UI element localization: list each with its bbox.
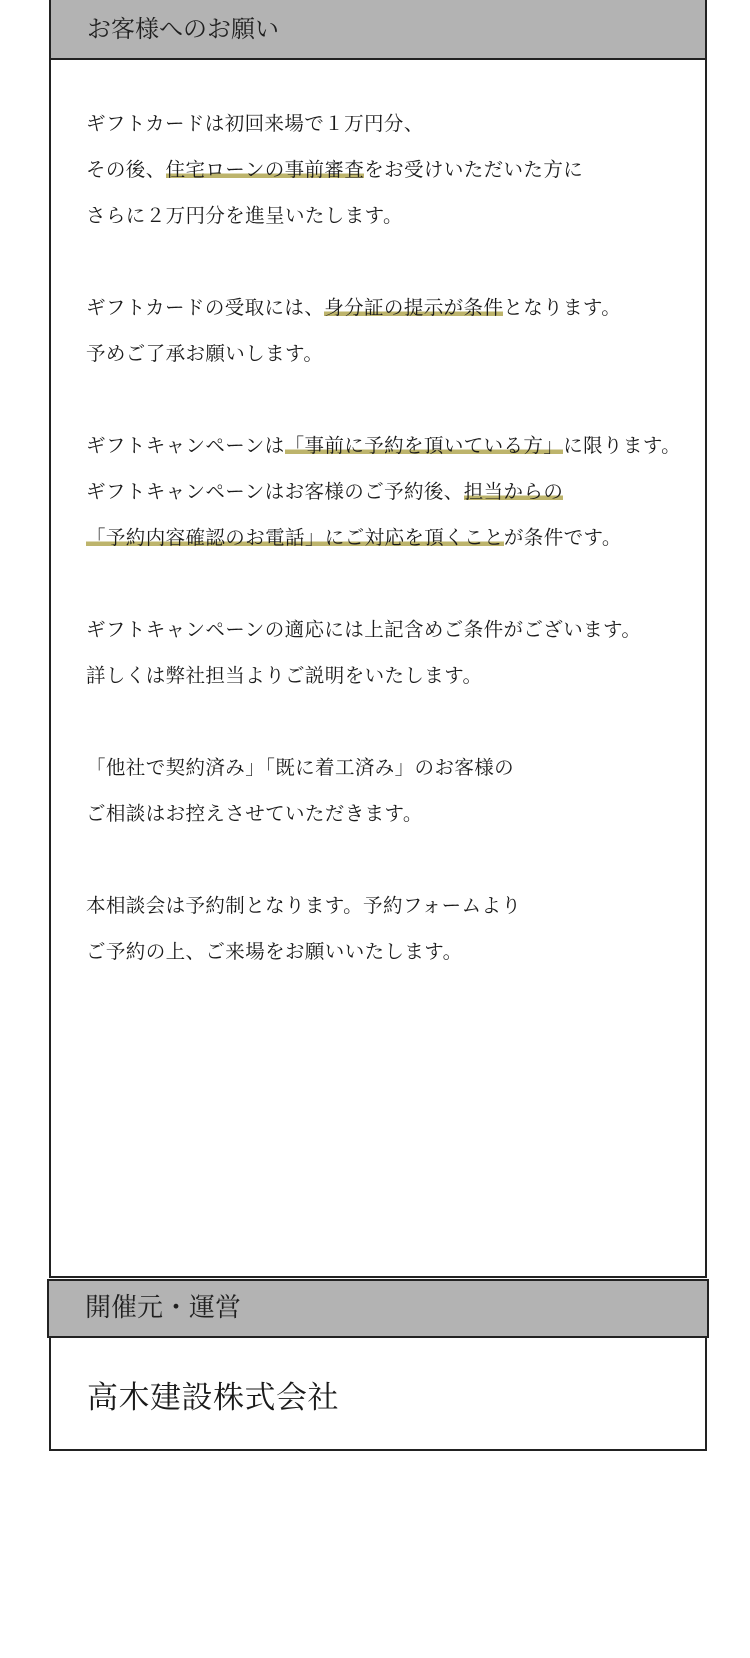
highlighted-text: 身分証の提示が条件 [324, 296, 504, 319]
notice-line [86, 525, 622, 551]
notice-line [86, 157, 583, 183]
notice-text: となります。 [503, 296, 622, 319]
notice-text: ギフトキャンペーンは [86, 434, 285, 457]
notice-text: 予めご了承お願いします。 [86, 342, 324, 365]
highlighted-text: 担当からの [463, 480, 564, 503]
highlighted-text: 「予約内容確認のお電話」にご対応を頂くこと [86, 526, 504, 549]
notice-text: 本相談会は予約制となります。予約フォームより [86, 894, 522, 917]
notice-text: ギフトカードは初回来場で１万円分、 [86, 112, 424, 135]
notice-line [86, 433, 681, 459]
highlighted-text: 住宅ローンの事前審査 [165, 158, 365, 181]
organizer-section [49, 1335, 707, 1451]
notice-line [86, 801, 423, 827]
highlighted-text: 「事前に予約を頂いている方」 [284, 434, 564, 457]
notice-text: ギフトキャンペーンの適応には上記含めご条件がございます。 [86, 618, 642, 641]
notice-line [86, 111, 424, 137]
notice-text: が条件です。 [503, 526, 622, 549]
notice-line [86, 617, 641, 643]
notice-line [86, 893, 521, 919]
notice-line [86, 663, 482, 689]
notice-text: ご予約の上、ご来場をお願いいたします。 [86, 940, 463, 963]
notice-text: その後、 [86, 158, 166, 181]
notice-text: をお受けいただいた方に [364, 158, 584, 181]
notice-text: 「他社で契約済み」「既に着工済み」のお客様の [86, 756, 515, 779]
notice-line [86, 341, 323, 367]
notice-title: お客様へのお願い [87, 15, 279, 43]
notice-line [86, 203, 403, 229]
notice-text: ご相談はお控えさせていただきます。 [86, 802, 423, 825]
notice-line [86, 939, 463, 965]
notice-line [86, 295, 621, 321]
notice-text: ギフトキャンペーンはお客様のご予約後、 [86, 480, 464, 503]
notice-header [51, 0, 705, 60]
notice-text: に限ります。 [563, 434, 682, 457]
organizer-title: 開催元・運営 [85, 1293, 242, 1323]
notice-text: ギフトカードの受取には、 [86, 296, 325, 319]
notice-text: 詳しくは弊社担当よりご説明をいたします。 [86, 664, 483, 687]
organizer-header [47, 1279, 709, 1338]
notice-text: さらに２万円分を進呈いたします。 [86, 204, 403, 227]
notice-line [86, 755, 514, 781]
company-name: 高木建設株式会社 [87, 1380, 339, 1416]
notice-line [86, 479, 563, 505]
